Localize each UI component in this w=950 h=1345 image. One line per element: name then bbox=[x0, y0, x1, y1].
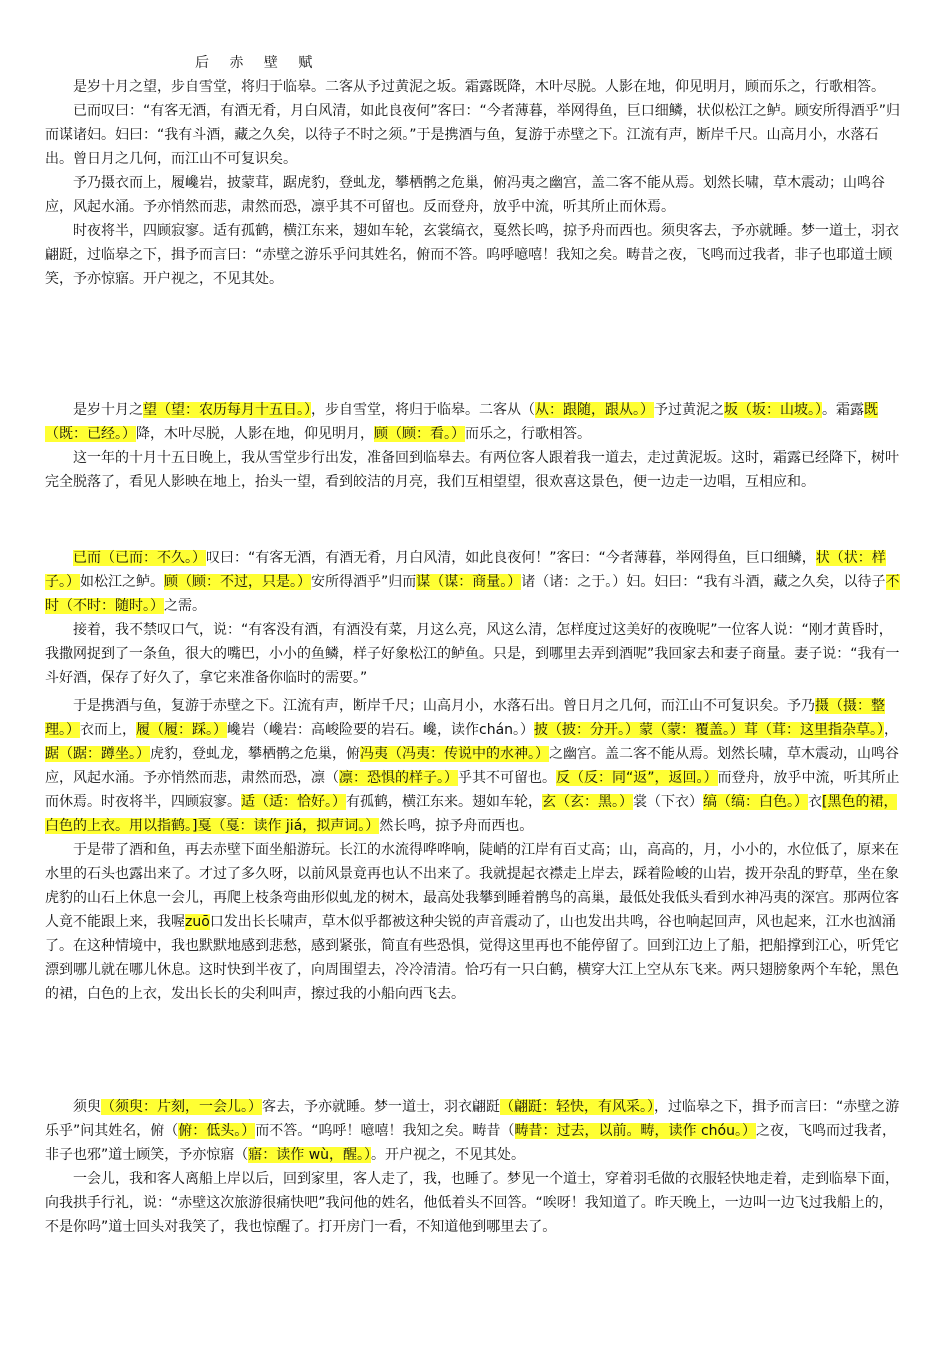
annotated-section-2 bbox=[45, 546, 905, 690]
text-run: ， bbox=[884, 722, 899, 738]
text-run: ，步自雪堂，将归于临皋。二客从（ bbox=[311, 402, 535, 418]
annotation-highlight: 寤：读作 wù，醒。） bbox=[248, 1147, 372, 1163]
original-paragraph-1: 是岁十月之望，步自雪堂，将归于临皋。二客从予过黄泥之坂。霜露既降，木叶尽脱。人影在地，仰见明月，顾而乐之，行歌相答。 bbox=[73, 79, 885, 95]
annotated-text bbox=[45, 398, 905, 446]
text-run: 之需。 bbox=[164, 598, 206, 614]
annotated-section-1 bbox=[45, 398, 905, 494]
text-run: 而乐之，行歌相答。 bbox=[465, 426, 591, 442]
annotation-highlight: 踞（踞：蹲坐。） bbox=[45, 746, 150, 762]
text-run: 衣而上， bbox=[80, 722, 136, 738]
text-run: 予过黄泥之 bbox=[654, 402, 724, 418]
annotation-highlight: 茸（茸：这里指杂草。） bbox=[744, 722, 885, 738]
text-run: 。） bbox=[513, 722, 535, 738]
original-paragraph-3: 予乃摄衣而上，履巉岩，披蒙茸，踞虎豹，登虬龙，攀栖鹘之危巢，俯冯夷之幽宫，盖二客不能从焉。划然长啸，草木震动；山鸣谷应，风起水涌。予亦悄然而悲，肃然而恐，凛乎其不可留也。反而登舟，放乎中流，听其所止而休焉。 bbox=[45, 175, 885, 215]
text-run: 而不答。“呜呼！噫嘻！我知之矣。畴昔（ bbox=[255, 1123, 515, 1139]
annotation-highlight: 反（反：同“返”，返回。） bbox=[556, 770, 718, 786]
text-run: 安所得酒乎”归而 bbox=[311, 574, 417, 590]
annotation-highlight: 摄（摄：整理。） bbox=[45, 698, 885, 738]
translation-text: 这一年的十月十五日晚上，我从雪堂步行出发，准备回到临皋去。有两位客人跟着我一道去，走过黄泥坂。这时，霜露已经降下，树叶完全脱落了，看见人影映在地上，抬头一望，看到皎洁的月亮，我们互相望望，很欢喜这景色，便一边走一边唱，互相应和。 bbox=[45, 450, 899, 490]
text-run: 乎其不可留也。 bbox=[458, 770, 556, 786]
text-run: 。开户视之，不见其处。 bbox=[371, 1147, 526, 1163]
text-run: 诸（诸：之于。）妇。妇曰：“我有斗酒，藏之久矣，以待子 bbox=[521, 574, 886, 590]
annotation-highlight: 畴昔：过去，以前。畴，读作 chóu。） bbox=[514, 1123, 756, 1139]
text-run: 。霜露 bbox=[822, 402, 864, 418]
original-paragraph-2: 已而叹曰：“有客无酒，有酒无肴，月白风清，如此良夜何”客曰：“今者薄暮，举网得鱼，巨口细鳞，状似松江之鲈。顾安所得酒乎”归而谋诸妇。妇曰：“我有斗酒，藏之久矣，以待子不时之须。”于是携酒与鱼，复游于赤壁之下。江流有声，断岸千尺。山高月小，水落石出。曾日月之几何，而江山不可复识矣。 bbox=[45, 103, 901, 167]
annotation-highlight: 从：跟随，跟从。） bbox=[535, 402, 654, 418]
annotation-highlight: 缟（缟：白色。） bbox=[703, 794, 808, 810]
poem-title: 后 赤 壁 赋 bbox=[195, 55, 321, 71]
text-run: 客去，予亦就睡。梦一道士，羽衣翩跹 bbox=[262, 1099, 500, 1115]
text-run: 于是带了酒和鱼，再去赤壁下面坐船游玩。长江的水流得哗哗响，陡峭的江岸有百丈高；山，高高的，月，小小的，水位低了，原来在水里的石头也露出来了。才过了多久呀，以前风景竟再也认不出来了。我就提起衣襟走上岸去，踩着险峻的山岩，拨开杂乱的野草，坐在象虎豹的山石上休息一会儿，再爬上枝条弯曲形似虬龙的树木，最高处我攀到睡着鹘鸟的高巢，最低处我低头看到水神冯夷的深宫。那两位客人竟不能跟上来，我喔 bbox=[45, 842, 899, 930]
annotated-section-3 bbox=[45, 694, 905, 1006]
text-run: 降，木叶尽脱，人影在地，仰见明月， bbox=[136, 426, 374, 442]
annotation-highlight: 戛（戛：读作 jiá，拟声词。） bbox=[197, 818, 380, 834]
annotation-highlight: 俯：低头。） bbox=[178, 1123, 256, 1139]
annotation-highlight: 坂（坂：山坡。） bbox=[724, 402, 822, 418]
annotation-highlight: 望（望：农历每月十五日。） bbox=[143, 402, 311, 418]
text-run: 然长鸣，掠予舟而西也。 bbox=[379, 818, 534, 834]
text-run: 有孤鹤，横江东来。翅如车轮， bbox=[346, 794, 542, 810]
original-paragraph-4: 时夜将半，四顾寂寥。适有孤鹤，横江东来，翅如车轮，玄裳缟衣，戛然长鸣，掠予舟而西也。须臾客去，予亦就睡。梦一道士，羽衣翩跹，过临皋之下，揖予而言曰：“赤壁之游乐乎问其姓名，俯而不答。呜呼噫嘻！我知之矣。畴昔之夜，飞鸣而过我者，非子也耶道士顾笑，予亦惊寤。开户视之，不见其处。 bbox=[45, 223, 899, 287]
annotation-highlight: 顾（顾：不过，只是。） bbox=[164, 574, 311, 590]
text-run: 如松江之鲈。 bbox=[80, 574, 164, 590]
text-run: 于是携酒与鱼，复游于赤壁之下。江流有声，断岸千尺；山高月小，水落石出。曾日月之几何，而江山不可复识矣。予乃 bbox=[73, 698, 815, 714]
translation-text bbox=[45, 838, 905, 1006]
pinyin-highlight: zuō bbox=[185, 914, 210, 930]
annotation-highlight: 玄（玄：黑。） bbox=[542, 794, 633, 810]
text-run: 裳（下衣） bbox=[633, 794, 703, 810]
translation-text: 接着，我不禁叹口气，说：“有客没有酒，有酒没有菜，月这么亮，风这么清，怎样度过这美好的夜晚呢”一位客人说：“刚才黄昏时，我撒网捉到了一条鱼，很大的嘴巴，小小的鱼鳞，样子好象松江的鲈鱼。只是，到哪里去弄到酒呢”我回家去和妻子商量。妻子说：“我有一斗好酒，保存了好久了，拿它来准备你临时的需要。” bbox=[45, 622, 900, 686]
text-run: 之幽宫。盖二客不能从焉。划然长啸，草木震动，山鸣谷应，风起水涌。予亦悄然而悲，肃然而恐，凛（ bbox=[45, 746, 899, 786]
annotated-text bbox=[45, 694, 905, 838]
annotation-highlight: 冯夷（冯夷：传说中的水神。） bbox=[360, 746, 549, 762]
annotation-highlight: [黑色的裙，白色的上衣。用以指鹤。] bbox=[45, 794, 898, 834]
translation-text: 一会儿，我和客人离船上岸以后，回到家里，客人走了，我，也睡了。梦见一个道士，穿着羽毛做的衣服轻快地走着，走到临皋下面，向我拱手行礼，说：“赤壁这次旅游很痛快吧”我问他的姓名，他低着头不回答。“唉呀！我知道了。昨天晚上，一边叫一边飞过我船上的，不是你吗”道士回头对我笑了，我也惊醒了。打开房门一看，不知道他到哪里去了。 bbox=[45, 1171, 899, 1235]
text-run: 巉岩（巉岩：高峻险要的岩石。巉，读作 bbox=[227, 722, 479, 738]
annotation-highlight: 谋（谋：商量。） bbox=[416, 574, 522, 590]
text-run: 是岁十月之 bbox=[73, 402, 143, 418]
annotation-highlight: （翩跹：轻快，有风采。） bbox=[500, 1099, 654, 1115]
text-run: 而登舟，放乎中流，听其所止而休焉。时夜将半，四顾寂寥。 bbox=[45, 770, 900, 810]
original-text-block bbox=[45, 75, 905, 291]
annotation-highlight: 凛：恐惧的样子。） bbox=[339, 770, 458, 786]
annotation-highlight: 状（状：样子。） bbox=[45, 550, 886, 590]
annotation-highlight: 既（既：已经。） bbox=[45, 402, 878, 442]
annotation-highlight: 履（履：踩。） bbox=[136, 722, 227, 738]
pinyin: chán bbox=[479, 722, 514, 738]
text-run: 之夜，飞鸣而过我者，非子也邪”道士顾笑，予亦惊寤（ bbox=[45, 1123, 896, 1163]
annotation-highlight: 适（适：恰好。） bbox=[241, 794, 346, 810]
text-run: 衣 bbox=[808, 794, 822, 810]
text-run: ，过临皋之下，揖予而言曰：“赤壁之游乐乎”问其姓名，俯（ bbox=[45, 1099, 900, 1139]
text-run: 须臾 bbox=[73, 1099, 101, 1115]
annotation-highlight: 已而（已而：不久。） bbox=[73, 550, 206, 566]
text-run: 叹曰：“有客无酒，有酒无肴，月白风清，如此良夜何！”客曰：“今者薄暮，举网得鱼，巨口细鳞， bbox=[206, 550, 816, 566]
annotation-highlight: （须臾：片刻，一会儿。） bbox=[101, 1099, 262, 1115]
annotation-highlight: 顾（顾：看。） bbox=[374, 426, 465, 442]
text-run: 口发出长长啸声，草木似乎都被这种尖锐的声音震动了，山也发出共鸣，谷也响起回声，风也起来，江水也汹涌了。在这种情境中，我也默默地感到悲愁，感到紧张，简直有些恐惧，觉得这里再也不能停留了。回到江边上了船，把船撑到江心，听凭它漂到哪儿就在哪儿休息。这时快到半夜了，向周围望去，冷冷清清。恰巧有一只白鹤，横穿大江上空从东飞来。两只翅膀象两个车轮，黑色的裙，白色的上衣，发出长长的尖利叫声，擦过我的小船向西飞去。 bbox=[45, 914, 899, 1002]
annotated-text bbox=[45, 1095, 905, 1167]
annotation-highlight: 披（披：分开。）蒙（蒙：覆盖。） bbox=[534, 722, 745, 738]
annotated-text bbox=[45, 546, 905, 618]
annotated-section-4 bbox=[45, 1095, 905, 1239]
annotation-highlight: 不时（不时：随时。） bbox=[45, 574, 900, 614]
text-run: 虎豹，登虬龙，攀栖鹘之危巢，俯 bbox=[150, 746, 360, 762]
